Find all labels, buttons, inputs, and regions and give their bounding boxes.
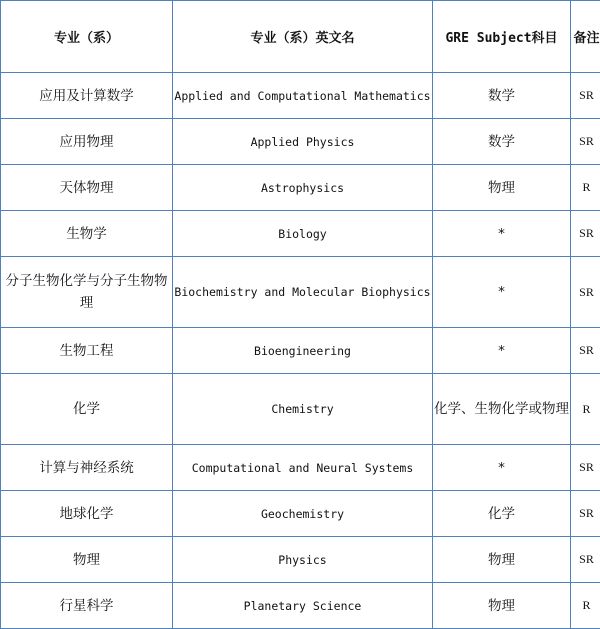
header-major: 专业（系） [1, 1, 173, 73]
cell-gre-subject: * [433, 257, 571, 328]
cell-gre-subject: 化学 [433, 491, 571, 537]
header-gre-subject: GRE Subject科目 [433, 1, 571, 73]
cell-major: 天体物理 [1, 165, 173, 211]
cell-note: SR [571, 73, 600, 119]
cell-english-name: Biology [173, 211, 433, 257]
cell-major: 计算与神经系统 [1, 445, 173, 491]
cell-english-name: Biochemistry and Molecular Biophysics [173, 257, 433, 328]
header-english-name: 专业（系）英文名 [173, 1, 433, 73]
cell-gre-subject: * [433, 328, 571, 374]
cell-major: 生物学 [1, 211, 173, 257]
cell-note: SR [571, 257, 600, 328]
table-row [1, 73, 600, 119]
cell-gre-subject: * [433, 445, 571, 491]
cell-major: 地球化学 [1, 491, 173, 537]
cell-major: 应用及计算数学 [1, 73, 173, 119]
table-row [1, 583, 600, 629]
cell-gre-subject: * [433, 211, 571, 257]
cell-major: 行星科学 [1, 583, 173, 629]
cell-note: SR [571, 445, 600, 491]
cell-note: R [571, 165, 600, 211]
table-row [1, 374, 600, 445]
cell-english-name: Applied Physics [173, 119, 433, 165]
cell-gre-subject: 物理 [433, 165, 571, 211]
header-row [1, 1, 600, 73]
cell-major: 生物工程 [1, 328, 173, 374]
cell-note: R [571, 374, 600, 445]
table-row [1, 119, 600, 165]
table-row [1, 491, 600, 537]
cell-gre-subject: 数学 [433, 73, 571, 119]
table-row [1, 328, 600, 374]
cell-english-name: Computational and Neural Systems [173, 445, 433, 491]
table-row [1, 537, 600, 583]
cell-note: SR [571, 211, 600, 257]
cell-english-name: Astrophysics [173, 165, 433, 211]
cell-note: SR [571, 537, 600, 583]
cell-english-name: Applied and Computational Mathematics [173, 73, 433, 119]
cell-english-name: Geochemistry [173, 491, 433, 537]
cell-note: SR [571, 491, 600, 537]
header-note: 备注 [571, 1, 600, 73]
cell-english-name: Bioengineering [173, 328, 433, 374]
cell-note: SR [571, 119, 600, 165]
cell-english-name: Chemistry [173, 374, 433, 445]
cell-gre-subject: 物理 [433, 583, 571, 629]
cell-gre-subject: 化学、生物化学或物理 [433, 374, 571, 445]
cell-major: 分子生物化学与分子生物物理 [1, 257, 173, 328]
cell-gre-subject: 物理 [433, 537, 571, 583]
cell-major: 物理 [1, 537, 173, 583]
cell-note: R [571, 583, 600, 629]
cell-english-name: Planetary Science [173, 583, 433, 629]
cell-english-name: Physics [173, 537, 433, 583]
table-row [1, 165, 600, 211]
table-row [1, 211, 600, 257]
table-row [1, 445, 600, 491]
cell-note: SR [571, 328, 600, 374]
cell-major: 化学 [1, 374, 173, 445]
cell-gre-subject: 数学 [433, 119, 571, 165]
table-row [1, 257, 600, 328]
cell-major: 应用物理 [1, 119, 173, 165]
